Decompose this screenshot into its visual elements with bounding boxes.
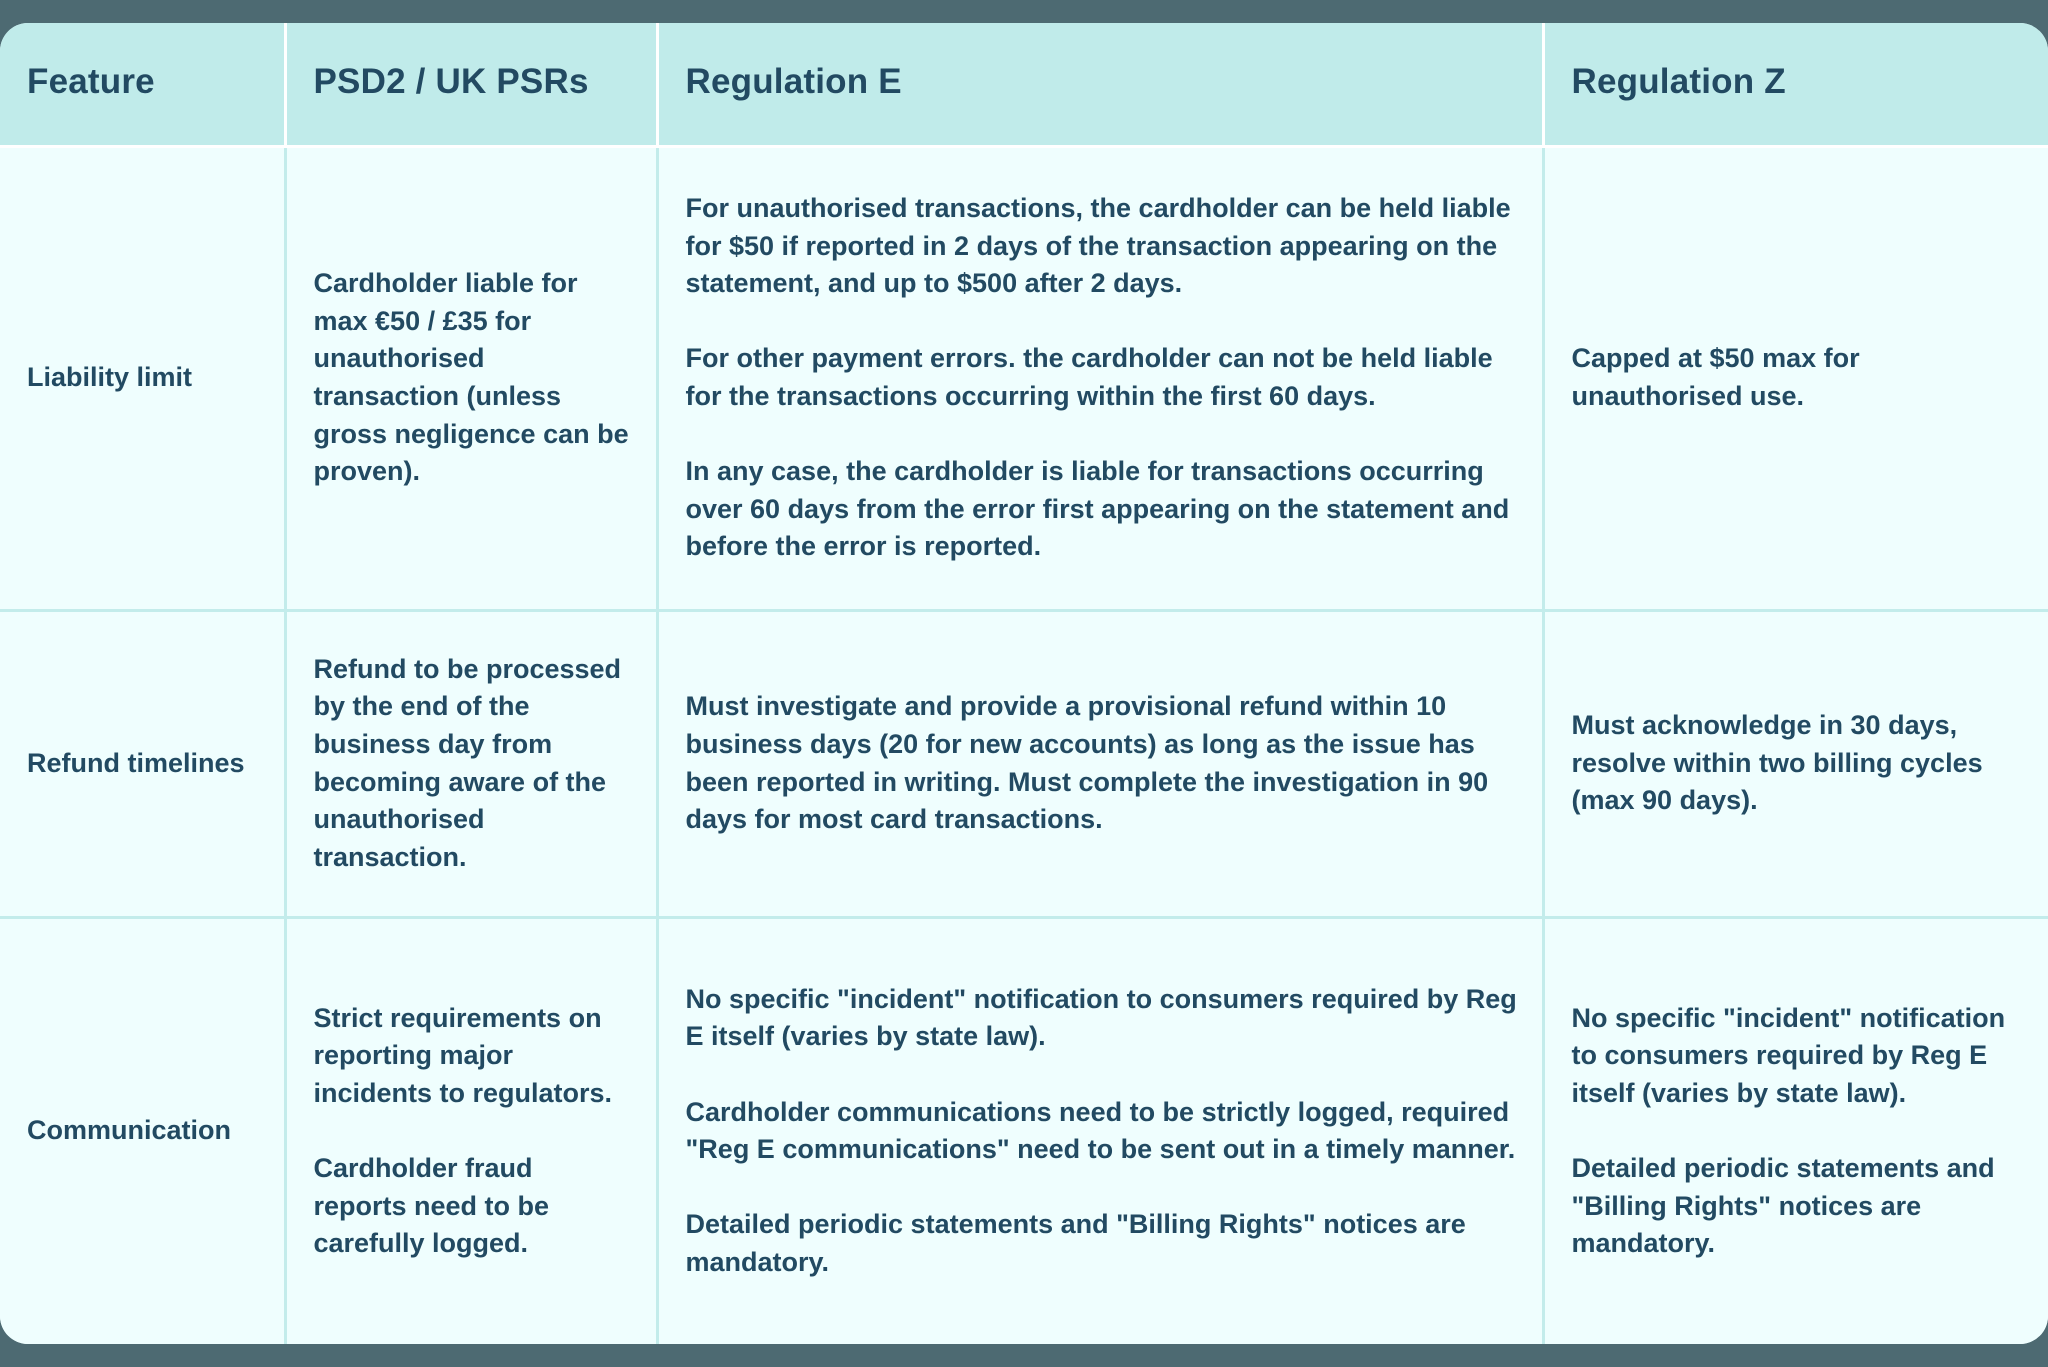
regulation-comparison-table (0, 23, 2048, 1344)
regulation-z-cell (1543, 610, 2048, 917)
table-row-refund-timelines (0, 610, 2048, 917)
header-feature: Feature (0, 23, 285, 146)
table-row-liability-limit (0, 146, 2048, 610)
regulation-e-cell (657, 917, 1543, 1344)
header-regulation-z: Regulation Z (1543, 23, 2048, 146)
regulation-z-cell (1543, 146, 2048, 610)
feature-cell: Refund timelines (0, 610, 285, 917)
header-regulation-e: Regulation E (657, 23, 1543, 146)
regulation-e-cell (657, 146, 1543, 610)
cell-paragraph: Must investigate and provide a provisional refund within 10 business days (20 for new accounts) as long as the issue has been reported in writing. Must complete the investigation in 90 days for most card transactions. (685, 691, 1489, 835)
feature-cell: Liability limit (0, 146, 285, 610)
psd2-cell (285, 146, 657, 610)
psd2-cell (285, 917, 657, 1344)
header-psd2: PSD2 / UK PSRs (285, 23, 657, 146)
feature-cell: Communication (0, 917, 285, 1344)
cell-paragraph: Detailed periodic statements and "Billing Rights" notices are mandatory. (1571, 1153, 1995, 1259)
table-row-communication (0, 917, 2048, 1344)
cell-paragraph: Cardholder liable for max €50 / £35 for unauthorised transaction (unless gross negligence can be proven). (313, 268, 629, 487)
cell-paragraph: For other payment errors. the cardholder can not be held liable for the transactions occurring within the first 60 days. (685, 343, 1493, 411)
cell-paragraph: Cardholder communications need to be strictly logged, required "Reg E communications" need to be sent out in a timely manner. (685, 1096, 1516, 1165)
cell-paragraph: For unauthorised transactions, the cardholder can be held liable for $50 if reported in 2 days of the transaction appearing on the statement, and up to $500 after 2 days. (685, 193, 1511, 299)
cell-paragraph: In any case, the cardholder is liable for transactions occurring over 60 days from the error first appearing on the statement and before the error is reported. (685, 456, 1510, 562)
header-row (0, 23, 2048, 146)
cell-paragraph: Cardholder fraud reports need to be carefully logged. (313, 1153, 550, 1259)
cell-paragraph: Strict requirements on reporting major incidents to regulators. (313, 1002, 613, 1108)
regulation-e-cell (657, 610, 1543, 917)
comparison-card (0, 23, 2048, 1344)
cell-paragraph: Must acknowledge in 30 days, resolve within two billing cycles (max 90 days). (1571, 710, 1983, 816)
cell-paragraph: No specific "incident" notification to consumers required by Reg E itself (varies by state law). (1571, 1002, 2006, 1108)
regulation-z-cell (1543, 917, 2048, 1344)
cell-paragraph: No specific "incident" notification to consumers required by Reg E itself (varies by state law). (685, 983, 1517, 1052)
psd2-cell (285, 610, 657, 917)
cell-paragraph: Capped at $50 max for unauthorised use. (1571, 343, 1860, 411)
cell-paragraph: Refund to be processed by the end of the business day from becoming aware of the unauthorised transaction. (313, 653, 622, 872)
cell-paragraph: Detailed periodic statements and "Billing Rights" notices are mandatory. (685, 1209, 1466, 1278)
